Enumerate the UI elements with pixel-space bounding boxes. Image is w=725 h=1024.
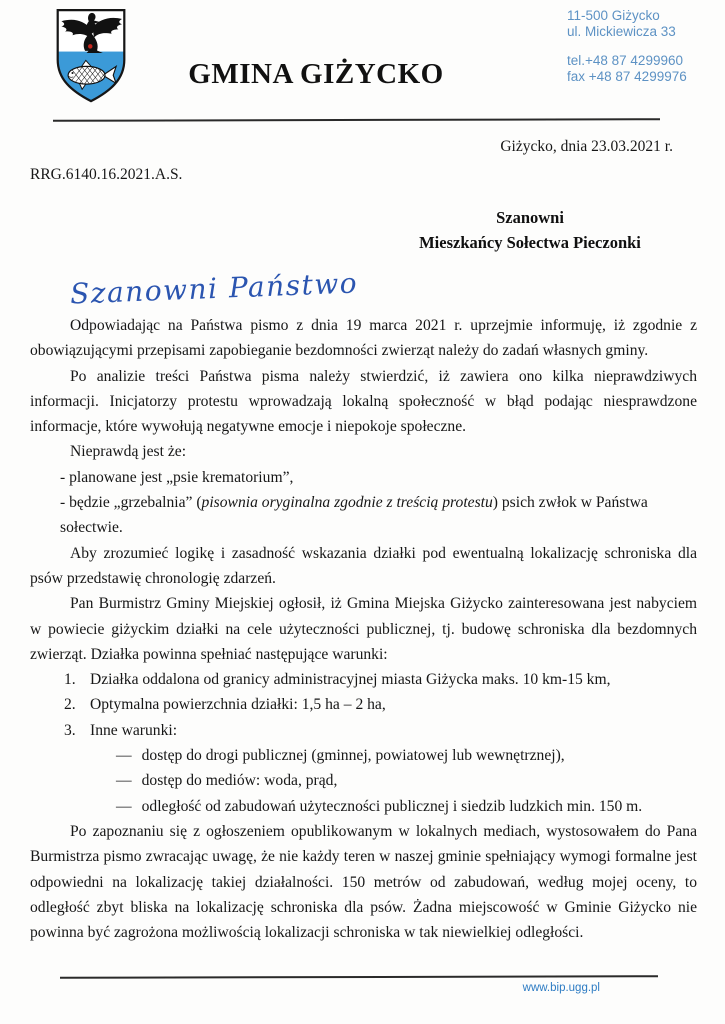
list-number-2: 2. [64, 696, 76, 714]
list-item-1 [30, 667, 697, 692]
sublist-text-3: odległość od zabudowań użyteczności publicznej i siedzib ludzkich min. 150 m. [141, 797, 643, 815]
coat-of-arms-icon [54, 6, 128, 106]
paragraph-6: Po zapoznaniu się z ogłoszeniem opublikowanym w lokalnych mediach, wystosowałem do Pana Burmistrza pismo zwracając uwagę, że nie każdy teren w naszej gminie spełniający wymogi formalne jest odpowiedni na lokalizację takiej działalności. 150 metrów od zabudowań, według mojej oceny, to odległość zbyt bliska na lokalizację schroniska dla psów. Żadna miejscowość w Gminie Giżycko nie powinna być zagrożona możliwością lokalizacji schroniska w tak niewielkiej odległości. [30, 822, 697, 942]
list-number-3: 3. [64, 721, 76, 739]
sublist-item-3 [30, 794, 697, 819]
sublist-item-2 [30, 768, 697, 793]
header-divider [53, 118, 660, 122]
paragraph-2: Po analizie treści Państwa pisma należy stwierdzić, iż zawiera ono kilka nieprawdziwych informacji. Inicjatorzy protestu wprowadzają lokalną społeczność w błąd podając niesprawdzone informacje, które wywołują negatywne emocje i niepokoje społeczne. [30, 367, 697, 436]
place-and-date: Giżycko, dnia 23.03.2021 r. [500, 138, 673, 155]
list-text-1: Działka oddalona od granicy administracyjnej miasta Giżycka maks. 10 km-15 km, [90, 671, 611, 689]
paragraph-3: Nieprawdą jest że: [70, 443, 187, 461]
handwritten-salutation: Szanowni Państwo [69, 266, 359, 311]
dash-glyph: — [116, 797, 132, 815]
claim-line-1: - planowane jest „psie krematorium”, [60, 468, 294, 486]
dash-glyph: — [116, 772, 132, 790]
contact-phone: tel.+48 87 4299960 [567, 53, 683, 68]
contact-postal: 11-500 Giżycko [567, 8, 660, 23]
footer-divider [60, 975, 658, 979]
sublist-item-1 [30, 743, 697, 768]
contact-street: ul. Mickiewicza 33 [567, 23, 676, 39]
claim-2-italic-note: pisownia oryginalna zgodnie z treścią protestu [201, 494, 493, 512]
claim-2-prefix: - będzie „grzebalnia” ( [60, 494, 202, 512]
organization-name: GMINA GIŻYCKO [188, 58, 444, 90]
claim-line-2 [30, 490, 697, 541]
claim-2-suffix: ) psich zwłok w Państwa sołectwie. [60, 494, 648, 537]
list-number-1: 1. [64, 671, 76, 689]
addressee-line2: Mieszkańcy Sołectwa Pieczonki [419, 233, 641, 252]
dash-glyph: — [116, 747, 132, 765]
contact-fax: fax +48 87 4299976 [567, 68, 687, 84]
addressee-block [330, 205, 725, 255]
sublist-text-1: dostęp do drogi publicznej (gminnej, powiatowej lub wewnętrznej), [141, 747, 565, 765]
paragraph-4: Aby zrozumieć logikę i zasadność wskazania działki pod ewentualną lokalizację schroniska dla psów przedstawię chronologię zdarzeń. [30, 544, 697, 587]
footer-website-link[interactable]: www.bip.ugg.pl [522, 982, 600, 994]
list-text-2: Optymalna powierzchnia działki: 1,5 ha – 2 ha, [90, 696, 386, 714]
list-item-3 [30, 718, 697, 743]
reference-number: RRG.6140.16.2021.A.S. [30, 166, 183, 183]
paragraph-5: Pan Burmistrz Gminy Miejskiej ogłosił, iż Gmina Miejska Giżycko zainteresowana jest nabyciem w powiecie giżyckim działki na cele użyteczności publicznej, tj. budowę schroniska dla bezdomnych zwierząt. Działka powinna spełniać następujące warunki: [30, 595, 697, 663]
letter-body [30, 313, 697, 945]
list-text-3: Inne warunki: [90, 721, 178, 739]
sublist-text-2: dostęp do mediów: woda, prąd, [141, 772, 338, 790]
contact-block [567, 8, 687, 84]
addressee-line1: Szanowni [496, 208, 564, 227]
list-item-2 [30, 692, 697, 717]
paragraph-1: Odpowiadając na Państwa pismo z dnia 19 marca 2021 r. uprzejmie informuję, iż zgodnie z obowiązującymi przepisami zapobieganie bezdomności zwierząt należy do zadań własnych gminy. [30, 317, 697, 360]
